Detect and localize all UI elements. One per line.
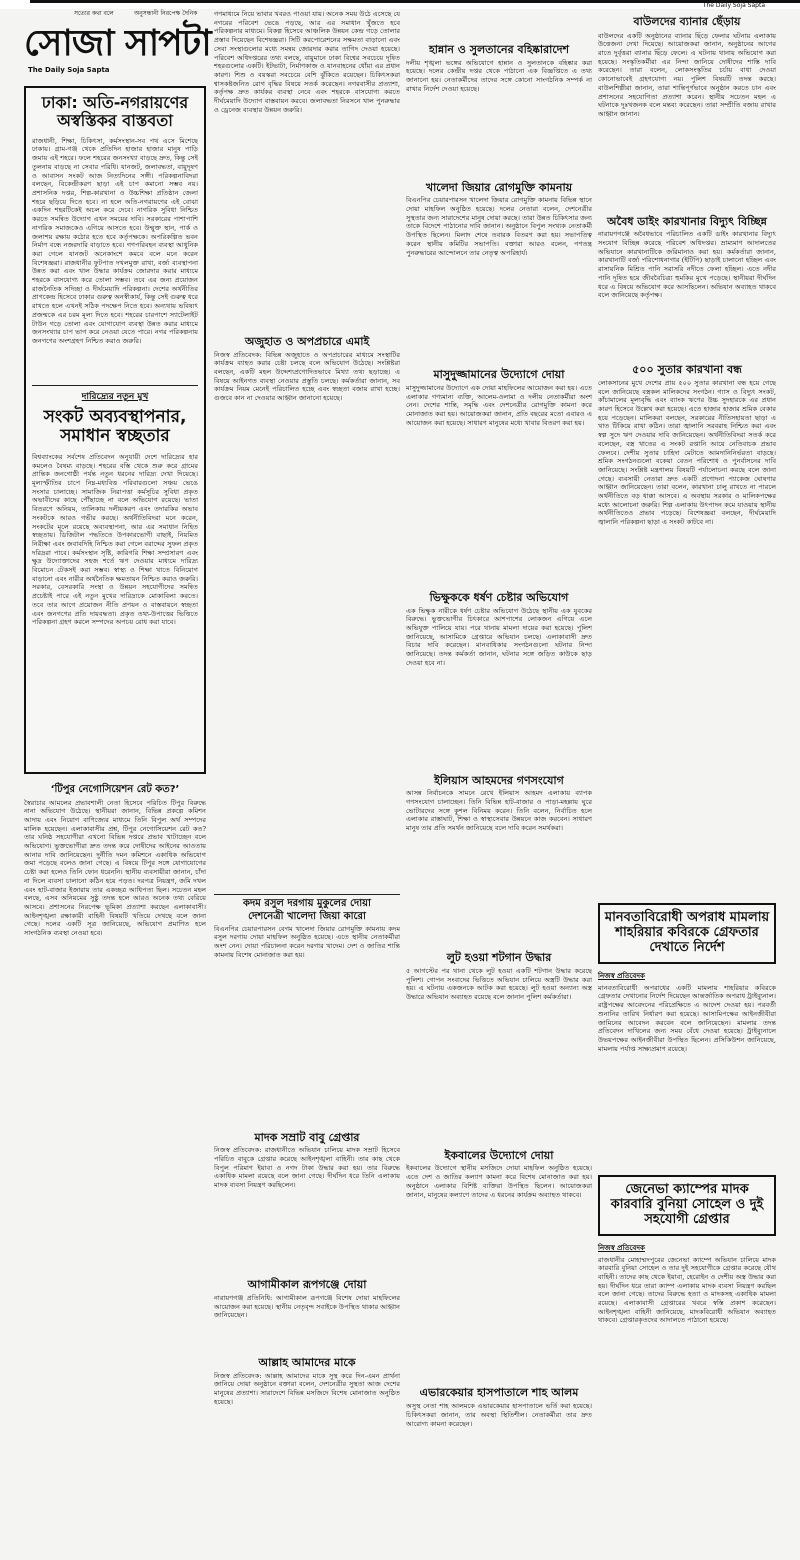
running-title: The Daily Soja Sapta — [702, 2, 765, 9]
divider — [32, 385, 198, 386]
ikbal-headline: ইকবালের উদ্যোগে দোয়া — [444, 1148, 554, 1162]
slogan-left: সত্যের কথা বলে — [74, 10, 114, 17]
manobota-headline: মানবতাবিরোধী অপরাধ মামলায় শাহরিয়ার কবিরকে গ্রেফতার দেখাতে নির্দেশ — [604, 909, 770, 955]
geneva-article: রাজধানীর মোহাম্মদপুরের জেনেভা ক্যাম্পে অভিযান চালিয়ে মাদক কারবারি বুনিয়া সোহেল ও তার দুই সহযোগীকে গ্রেপ্তার করেছে যৌথ বাহিনী। তাদের কাছ থেকে ইয়াবা, হেরোইন ও দেশীয় অস্ত্র উদ্ধার করা হয়। দীর্ঘদিন ধরে তারা ক্যাম্প এলাকায় মাদক ব্যবসা নিয়ন্ত্রণ করছিল বলে জানা গেছে। তাদের বিরুদ্ধে হত্যা ও মাদকসহ একাধিক মামলা রয়েছে। এলাকাবাসী গ্রেপ্তারের খবরে স্বস্তি প্রকাশ করেছেন। আইনশৃঙ্খলা বাহিনী জানিয়েছে, মাদকবিরোধী অভিযান অব্যাহত থাকবে। গ্রেপ্তারকৃতদের আদালতে পাঠানো হয়েছে। — [598, 1255, 776, 1325]
hannan-headline: হান্নান ও সুলতানের বহিষ্কারাদেশ — [428, 43, 570, 56]
column-2 — [214, 10, 400, 1555]
poverty-headline: সংকট অব্যবস্থাপনার, সমাধান স্বচ্ছতার — [43, 406, 187, 447]
hannan-article: দলীয় শৃঙ্খলা ভঙ্গের অভিযোগে হান্নান ও সুলতানকে বহিষ্কার করা হয়েছে। দলের কেন্দ্রীয় দপ্তর থেকে পাঠানো এক বিজ্ঞপ্তিতে এ তথ্য জানানো হয়। নেতাকর্মীদের তাদের সঙ্গে কোনো সাংগঠনিক সম্পর্ক না রাখার নির্দেশ দেওয়া হয়েছে। — [406, 58, 592, 93]
agamikal-headline: আগামীকাল রূপগঞ্জে দোয়া — [247, 1278, 367, 1292]
masthead-subtitle: The Daily Soja Sapta — [28, 66, 110, 74]
byline: নিজস্ব প্রতিবেদক — [598, 970, 645, 980]
geneva-headline: জেনেভা ক্যাম্পের মাদক কারবারি বুনিয়া সোহেল ও দুই সহযোগী গ্রেপ্তার — [610, 1181, 764, 1227]
baul-article: বাউলদের একটি অনুষ্ঠানের ব্যানার ছিঁড়ে ফেলার ঘটনায় এলাকায় উত্তেজনা দেখা দিয়েছে। আয়োজকরা জানান, অনুষ্ঠানের আগের রাতে দুর্বৃত্তরা ব্যানার ছিঁড়ে ফেলে। এ ঘটনায় থানায় অভিযোগ করা হয়েছে। সংস্কৃতিকর্মীরা এর নিন্দা জানিয়ে দোষীদের শাস্তি দাবি করেছেন। তারা বলেন, লোকসংস্কৃতির চর্চায় বাধা দেওয়া কোনোভাবেই গ্রহণযোগ্য নয়। পুলিশ বিষয়টি তদন্ত করছে। বাউলশিল্পীরা জানান, তারা শান্তিপূর্ণভাবে অনুষ্ঠান করতে চান এবং প্রশাসনের সহযোগিতা প্রত্যাশা করেন। স্থানীয় সচেতন মহল এ ঘটনাকে দুঃখজনক বলে মন্তব্য করেছেন। তারা সম্প্রীতি বজায় রাখার আহ্বান জানান। — [598, 31, 776, 118]
allah-article: নিজস্ব প্রতিবেদক: আল্লাহ আমাদের মাকে সুস্থ করে দিন-এমন প্রার্থনা জানিয়ে দোয়া অনুষ্ঠানে বক্তারা বলেন, দেশনেত্রীর সুস্থতা আজ দেশের মানুষের প্রত্যাশা। সারাদেশে বিভিন্ন মসজিদে বিশেষ মোনাজাত অনুষ্ঠিত হয়েছে। — [214, 1371, 400, 1406]
lut-article: ৫ আগস্টের পর থানা থেকে লুট হওয়া একটি শটগান উদ্ধার করেছে পুলিশ। গোপন সংবাদের ভিত্তিতে অভিযান চালিয়ে অস্ত্রটি উদ্ধার করা হয়। এ ঘটনায় একজনকে আটক করা হয়েছে। লুট হওয়া অন্যান্য অস্ত্র উদ্ধারে অভিযান অব্যাহত রয়েছে বলে জানান পুলিশ কর্মকর্তারা। — [406, 966, 592, 1001]
ojuhat-headline: অজুহাত ও অপপ্রচারে এমাই — [244, 335, 370, 348]
ilias-article: আসন্ন নির্বাচনকে সামনে রেখে ইলিয়াস আহমদ এলাকায় ব্যাপক গণসংযোগ চালাচ্ছেন। তিনি বিভিন্ন হাট-বাজার ও পাড়া-মহল্লায় ঘুরে ভোটারদের সঙ্গে কুশল বিনিময় করেন। তিনি বলেন, নির্বাচিত হলে এলাকার রাস্তাঘাট, শিক্ষা ও স্বাস্থ্যসেবার উন্নয়নে কাজ করবেন। সাধারণ মানুষ তার প্রতি সমর্থন জানিয়েছে বলে দাবি করেন সমর্থকরা। — [406, 789, 592, 833]
agamikal-article: নারায়ণগঞ্জ প্রতিনিধি: আগামীকাল রূপগঞ্জে বিশেষ দোয়া মাহফিলের আয়োজন করা হয়েছে। স্থানীয় নেতৃবৃন্দ সবাইকে উপস্থিত থাকার আহ্বান জানিয়েছেন। — [214, 1293, 400, 1320]
manobota-article: মানবতাবিরোধী অপরাধের একটি মামলায় শাহরিয়ার কবিরকে গ্রেফতার দেখানোর নির্দেশ দিয়েছেন আন্তর্জাতিক অপরাধ ট্রাইব্যুনাল। রাষ্ট্রপক্ষের আবেদনের পরিপ্রেক্ষিতে এ আদেশ দেওয়া হয়। পরবর্তী শুনানির তারিখ নির্ধারণ করা হয়েছে। আসামিপক্ষের আইনজীবীরা জামিনের আবেদন করবেন বলে জানিয়েছেন। মামলার তদন্ত প্রতিবেদন দাখিলের জন্য সময় বেঁধে দেওয়া হয়েছে। ট্রাইব্যুনালে উভয়পক্ষের আইনজীবীরা উপস্থিত ছিলেন। প্রসিকিউশন জানিয়েছে, মামলায় পর্যাপ্ত সাক্ষ্যপ্রমাণ রয়েছে। — [598, 983, 776, 1053]
dhaka-article: রাজধানী, শিক্ষা, চিকিৎসা, কর্মসংস্থান-সব পথ এসে মিশেছে ঢাকায়। গ্রাম-গঞ্জ থেকে প্রতিদিন হাজার হাজার মানুষ পাড়ি জমায় এই শহরে। ফলে শহরের জনসংখ্যা বাড়ছে দ্রুত, কিন্তু সেই তুলনায় বাড়ছে না সেবার পরিধি। যানজট, জলাবদ্ধতা, বায়ুদূষণ ও আবাসন সংকট আজ নিত্যদিনের সঙ্গী। পরিকল্পনাবিদরা বলছেন, বিকেন্দ্রীকরণ ছাড়া এই চাপ কমানো সম্ভব নয়। প্রশাসনিক দপ্তর, শিল্প-কারখানা ও উচ্চশিক্ষা প্রতিষ্ঠান জেলা শহরে ছড়িয়ে দিতে হবে। না হলে অতি-নগরায়ণের এই বোঝা একদিন শহরটিকেই অচল করে দেবে। নাগরিক সুবিধা নিশ্চিত করতে সমন্বিত উদ্যোগ এখন সময়ের দাবি। সরকারের পাশাপাশি নাগরিক সমাজকেও এগিয়ে আসতে হবে। উন্মুক্ত স্থান, পার্ক ও জলাশয় রক্ষায় কঠোর হতে হবে কর্তৃপক্ষকে। অপরিকল্পিত ভবন নির্মাণ বন্ধে নজরদারি বাড়াতে হবে। গণপরিবহন ব্যবস্থা আধুনিক করা গেলে যানজট অনেকাংশে কমবে বলে মনে করেন বিশেষজ্ঞরা। রাজধানীর ফুটপাত দখলমুক্ত রাখা, বর্জ্য ব্যবস্থাপনা উন্নত করা এবং খাল উদ্ধার কার্যক্রম জোরদার করার মাধ্যমে শহরকে বাসযোগ্য করে তোলা সম্ভব। তবে এর জন্য প্রয়োজন রাজনৈতিক সদিচ্ছা ও দীর্ঘমেয়াদি পরিকল্পনা। দেশের অর্থনীতির প্রাণকেন্দ্র হিসেবে ঢাকার গুরুত্ব অনস্বীকার্য, কিন্তু সেই গুরুত্ব ধরে রাখতে হলে এখনই সঠিক পদক্ষেপ নিতে হবে। অন্যথায় ভবিষ্যৎ প্রজন্মকে এর চরম মূল্য দিতে হবে। শহরের চারপাশে স্যাটেলাইট টাউন গড়ে তোলা এবং যোগাযোগ ব্যবস্থা উন্নত করার মাধ্যমে জনসংখ্যার চাপ ভাগ করে নেওয়া যেতে পারে। নগর পরিকল্পনায় জনগণের অংশগ্রহণ নিশ্চিত করাও জরুরি। — [32, 136, 198, 345]
ikbal-article: ইকবালের উদ্যোগে স্থানীয় মসজিদে দোয়া মাহফিল অনুষ্ঠিত হয়েছে। এতে দেশ ও জাতির কল্যাণ কামনা করে বিশেষ মোনাজাত করা হয়। অনুষ্ঠানে এলাকার বিশিষ্ট ব্যক্তিরা উপস্থিত ছিলেন। আয়োজকরা জানান, মানুষের কল্যাণে তাদের এ ধরনের কার্যক্রম অব্যাহত থাকবে। — [406, 1164, 592, 1199]
deshnetri-headline: দেশনেত্রী খালেদা জিয়া কারো — [248, 911, 366, 923]
allah-headline: আল্লাহ আমাদের মাকে — [258, 1355, 356, 1369]
suta-article: লোকসানের মুখে দেশের প্রায় ৫০০ সুতার কারখানা বন্ধ হয়ে গেছে বলে জানিয়েছে বস্ত্রকল মালিকদের সংগঠন। গ্যাস ও বিদ্যুৎ সংকট, কাঁচামালের মূল্যবৃদ্ধি এবং ব্যাংক ঋণের উচ্চ সুদহারকে এর প্রধান কারণ হিসেবে উল্লেখ করা হয়েছে। এতে হাজার হাজার শ্রমিক বেকার হয়ে পড়েছেন। মালিকরা বলছেন, সরকারের নীতিসহায়তা ছাড়া এ খাত টিকিয়ে রাখা কঠিন। তারা জ্বালানি সরবরাহ নিশ্চিত করা এবং স্বল্প সুদে ঋণ দেওয়ার দাবি জানিয়েছেন। অর্থনীতিবিদরা সতর্ক করে বলেছেন, বস্ত্র খাতের এ সংকট রপ্তানি আয়ে নেতিবাচক প্রভাব ফেলবে। দেশীয় সুতার চাহিদা মেটাতে আমদানিনির্ভরতা বাড়ছে। শ্রমিক সংগঠনগুলো বকেয়া বেতন পরিশোধ ও পুনর্বাসনের দাবি জানিয়েছে। সংশ্লিষ্ট মন্ত্রণালয় বিষয়টি পর্যালোচনা করছে বলে জানা গেছে। ব্যবসায়ী নেতারা দ্রুত একটি প্রণোদনা প্যাকেজ ঘোষণার আহ্বান জানিয়েছেন। তারা বলেন, কারখানা চালু রাখতে না পারলে অর্থনীতিতে বড় ধাক্কা আসবে। এ অবস্থায় সরকার ও মালিকপক্ষের মধ্যে আলোচনা জরুরি। শিল্প এলাকায় উৎপাদন কমে যাওয়ায় স্থানীয় অর্থনীতিতেও প্রভাব পড়েছে। বিশেষজ্ঞরা বলছেন, দীর্ঘমেয়াদি জ্বালানি পরিকল্পনা ছাড়া এ সংকট কাটবে না। — [598, 378, 776, 527]
top-rule — [30, 0, 800, 3]
vikkhuk-headline: ভিক্ষুককে ধর্ষণ চেষ্টার অভিযোগ — [429, 590, 569, 604]
evercare-headline: এভারকেয়ার হাসপাতালে শাহ আলম — [419, 1386, 579, 1400]
geneva-box — [598, 1175, 776, 1236]
tipu-headline: ‘টিপুর নেগোসিয়েশন রেট কত?’ — [50, 784, 180, 795]
tipu-story — [24, 784, 206, 1554]
ojuhat-article: নিজস্ব প্রতিবেদক: বিভিন্ন অজুহাতে ও অপপ্রচারের মাধ্যমে সংস্থাটির কার্যক্রম ব্যাহত করার চেষ্টা চলছে বলে অভিযোগ উঠেছে। সংশ্লিষ্টরা বলছেন, একটি মহল উদ্দেশ্যপ্রণোদিতভাবে মিথ্যা তথ্য ছড়াচ্ছে। এ বিষয়ে আইনগত ব্যবস্থা নেওয়ার প্রস্তুতি চলছে। কর্মকর্তারা জানান, সব কার্যক্রম নিয়ম মেনেই পরিচালিত হচ্ছে এবং স্বচ্ছতা বজায় রাখা হচ্ছে। গুজবে কান না দেওয়ার আহ্বান জানানো হয়েছে। — [214, 350, 400, 403]
col2-lead-article: গণমাধ্যমে নিয়ে ভাবার খবরও পাওয়া যায়। অনেক সময় উঠে এসেছে যে নগরের পরিবেশ ভেঙে পড়ছে, আর এর সমাধান খুঁজতে হবে পরিকল্পনার মাধ্যমে। বিকল্প হিসেবে আঞ্চলিক উন্নয়ন কেন্দ্র গড়ে তোলার প্রস্তাব দিয়েছেন বিশেষজ্ঞরা। সিটি করপোরেশনের সক্ষমতা বাড়ানো এবং সেবা সংস্থাগুলোর মধ্যে সমন্বয় জোরদার করার তাগিদ দেওয়া হয়েছে। পরিবেশ অধিদপ্তরের তথ্য বলছে, বায়ুমানে ঢাকা বিশ্বের সবচেয়ে দূষিত শহরগুলোর একটি। ইটভাটা, নির্মাণকাজ ও যানবাহনের ধোঁয়া এর প্রধান কারণ। শিশু ও বয়স্করা সবচেয়ে বেশি ঝুঁকিতে রয়েছেন। চিকিৎসকরা শ্বাসকষ্টজনিত রোগ বৃদ্ধির বিষয়ে সতর্ক করেছেন। নগরবাসীর প্রত্যাশা, কর্তৃপক্ষ দ্রুত কার্যকর ব্যবস্থা নেবে এবং শহরকে বাসযোগ্য করতে দীর্ঘমেয়াদি উদ্যোগ বাস্তবায়ন করবে। জলাবদ্ধতা নিরসনে খাল পুনরুদ্ধার ও ড্রেনেজ ব্যবস্থার উন্নয়ন জরুরি। — [214, 10, 400, 114]
feature-box — [24, 86, 206, 774]
khaleda-article: বিএনপির চেয়ারপারসন খালেদা জিয়ার রোগমুক্তি কামনায় বিভিন্ন স্থানে দোয়া মাহফিল অনুষ্ঠিত হয়েছে। দলের নেতারা বলেন, দেশনেত্রীর সুস্থতার জন্য সারাদেশের মানুষ দোয়া করছে। তারা উন্নত চিকিৎসার জন্য তাকে বিদেশে পাঠানোর দাবি জানান। অনুষ্ঠানে বিপুল সংখ্যক নেতাকর্মী উপস্থিত ছিলেন। মিলাদ শেষে তবারক বিতরণ করা হয়। সভাপতিত্ব করেন স্থানীয় কমিটির সভাপতি। বক্তারা আরও বলেন, গণতন্ত্র পুনরুদ্ধারের আন্দোলনে তার নেতৃত্ব অপরিহার্য। — [406, 196, 592, 257]
masud-article: মাসুদুজ্জামানের উদ্যোগে এক দোয়া মাহফিলের আয়োজন করা হয়। এতে এলাকার গণ্যমান্য ব্যক্তি, আলেম-ওলামা ও দলীয় নেতাকর্মীরা অংশ নেন। দেশের শান্তি, সমৃদ্ধি এবং দেশনেত্রীর রোগমুক্তি কামনা করে মোনাজাত করা হয়। আয়োজকরা জানান, প্রতি বছরের মতো এবারও এ আয়োজন করা হয়েছে। সাধারণ মানুষের মধ্যে খাবার বিতরণ করা হয়। — [406, 383, 592, 427]
lut-headline: লুট হওয়া শটগান উদ্ধার — [446, 951, 552, 965]
madak-article: নিজস্ব প্রতিবেদক: রাজধানীতে অভিযান চালিয়ে মাদক সম্রাট হিসেবে পরিচিত বাবুকে গ্রেপ্তার করেছে আইনশৃঙ্খলা বাহিনী। তার কাছ থেকে বিপুল পরিমাণ ইয়াবা ও নগদ টাকা উদ্ধার করা হয়। তার বিরুদ্ধে একাধিক মামলা রয়েছে বলে জানা গেছে। দীর্ঘদিন ধরে তিনি এলাকায় মাদক ব্যবসা নিয়ন্ত্রণ করছিলেন। — [214, 1146, 400, 1190]
tipu-article: স্বৈরাচার আমলের প্রভাবশালী নেতা হিসেবে পরিচিত টিপুর বিরুদ্ধে নানা অভিযোগ উঠেছে। স্থানীয়রা জানান, বিভিন্ন প্রকল্পে কমিশন আদায় এবং নিয়োগ বাণিজ্যের মাধ্যমে তিনি বিপুল অর্থ সম্পদের মালিক হয়েছেন। এলাকাবাসীর প্রশ্ন, টিপুর নেগোসিয়েশন রেট কত? তার ঘনিষ্ঠ সহযোগীরা এখনো বিভিন্ন দপ্তরে প্রভাব খাটাচ্ছেন বলে অভিযোগ। ভুক্তভোগীরা দ্রুত তদন্ত করে দোষীদের আইনের আওতায় আনার দাবি জানিয়েছেন। দুর্নীতি দমন কমিশনে একাধিক অভিযোগ জমা পড়েছে বলেও জানা গেছে। এ বিষয়ে টিপুর সঙ্গে যোগাযোগের চেষ্টা করা হলেও তিনি ফোন ধরেননি। স্থানীয় ব্যবসায়ীরা জানান, চাঁদা না দিলে ব্যবসা চালানো কঠিন হয়ে পড়ত। দরপত্র নিয়ন্ত্রণ, জমি দখল এবং হাট-বাজার ইজারায় তার একচ্ছত্র আধিপত্য ছিল। সচেতন মহল বলছে, এসব অনিয়মের সুষ্ঠু তদন্ত হলে আরও অনেক তথ্য বেরিয়ে আসবে। প্রশাসনের নিরপেক্ষ ভূমিকা প্রত্যাশা করছেন এলাকাবাসী। আইনশৃঙ্খলা রক্ষাকারী বাহিনী বিষয়টি খতিয়ে দেখছে বলে জানা গেছে। দলের একটি সূত্র জানিয়েছে, অভিযোগ প্রমাণিত হলে সাংগঠনিক ব্যবস্থা নেওয়া হবে। — [24, 798, 206, 938]
column-4 — [598, 10, 776, 1555]
dyeing-article: নারায়ণগঞ্জে অবৈধভাবে পরিচালিত একটি ডাইং কারখানার বিদ্যুৎ সংযোগ বিচ্ছিন্ন করেছে পরিবেশ অধিদপ্তর। ভ্রাম্যমাণ আদালতের অভিযানে কারখানাটিকে জরিমানাও করা হয়। কর্মকর্তারা জানান, কারখানাটি বর্জ্য পরিশোধনাগার (ইটিপি) ছাড়াই চালানো হচ্ছিল এবং রাসায়নিক মিশ্রিত পানি সরাসরি নদীতে ফেলা হচ্ছিল। এতে নদীর পানি দূষিত হয়ে জীববৈচিত্র্য হুমকির মুখে পড়েছে। স্থানীয়রা দীর্ঘদিন ধরে এ বিষয়ে অভিযোগ করে আসছিলেন। অভিযান অব্যাহত থাকবে বলে জানিয়েছে কর্তৃপক্ষ। — [598, 230, 776, 300]
masthead — [24, 8, 211, 76]
dua-article: বিএনপির চেয়ারপারসন বেগম খালেদা জিয়ার রোগমুক্তি কামনায় কদম রসুল দরগায় দোয়া মাহফিল অনুষ্ঠিত হয়েছে। এতে স্থানীয় নেতাকর্মীরা অংশ নেন। দোয়া পরিচালনা করেন দরগার খাদেম। দেশ ও জাতির শান্তি কামনায় বিশেষ মোনাজাত করা হয়। — [214, 924, 400, 959]
evercare-article: অসুস্থ নেতা শাহ আলমকে এভারকেয়ার হাসপাতালে ভর্তি করা হয়েছে। চিকিৎসকরা জানান, তার অবস্থা স্থিতিশীল। নেতাকর্মীরা তার দ্রুত আরোগ্য কামনা করেছেন। — [406, 1402, 592, 1428]
divider — [214, 894, 400, 895]
manobota-box — [598, 903, 776, 964]
suta-headline: ৫০০ সুতার কারখানা বন্ধ — [632, 363, 742, 377]
baul-headline: বাউলদের ব্যানার ছেঁড়ায় — [633, 15, 741, 28]
slogan-right: অনুসন্ধানী নিরপেক্ষ দৈনিক — [134, 10, 198, 17]
madak-headline: মাদক সম্রাট বাবু গ্রেপ্তার — [254, 1130, 360, 1144]
poverty-article: বিশ্বব্যাংকের সর্বশেষ প্রতিবেদন অনুযায়ী দেশে দারিদ্র্যের হার কমলেও বৈষম্য বাড়ছে। শহরের বস্তি থেকে শুরু করে গ্রামের প্রান্তিক জনগোষ্ঠী পর্যন্ত নতুন ধরনের দারিদ্র্য দেখা দিয়েছে। মূল্যস্ফীতির চাপে নিম্ন-মধ্যবিত্ত পরিবারগুলো সঞ্চয় ভেঙে সংসার চালাচ্ছে। সামাজিক নিরাপত্তা কর্মসূচির সুবিধা প্রকৃত অভাবীদের কাছে পৌঁছাচ্ছে না বলে অভিযোগ রয়েছে। ভাতা বিতরণে অনিয়ম, তালিকায় দলীয়করণ এবং তদারকির অভাব সংকটকে আরও গভীর করছে। অর্থনীতিবিদরা মনে করেন, সংকটের মূলে রয়েছে অব্যবস্থাপনা, আর এর সমাধান নিহিত স্বচ্ছতায়। ডিজিটাল পদ্ধতিতে উপকারভোগী বাছাই, নিয়মিত নিরীক্ষা এবং জবাবদিহি নিশ্চিত করা গেলে বরাদ্দের সুফল প্রকৃত দরিদ্ররা পাবে। কর্মসংস্থান সৃষ্টি, কারিগরি শিক্ষা সম্প্রসারণ এবং ক্ষুদ্র উদ্যোক্তাদের সহজ শর্তে ঋণ দেওয়ার মাধ্যমে দারিদ্র্য বিমোচন টেকসই করা সম্ভব। স্বাস্থ্য ও শিক্ষা খাতে বিনিয়োগ বাড়ানো এবং নারীর অর্থনৈতিক ক্ষমতায়ন নিশ্চিত করাও জরুরি। সরকার, বেসরকারি সংস্থা ও উন্নয়ন সহযোগীদের সমন্বিত প্রচেষ্টাই পারে এই নতুন মুখের দারিদ্র্যকে মোকাবিলা করতে। তবে তার আগে প্রয়োজন নীতি প্রণয়ন ও বাস্তবায়নে স্বচ্ছতা এবং জনগণের প্রতি দায়বদ্ধতা। প্রকৃত তথ্য-উপাত্তের ভিত্তিতে পরিকল্পনা গ্রহণ করলে সম্পদের অপচয় রোধ করা যাবে। — [32, 452, 198, 627]
dua-headline: কদম রসুল দরগায় মুকুলের দোয়া — [243, 897, 371, 909]
column-3 — [406, 10, 592, 1555]
poverty-kicker: দারিদ্র্যের নতুন মুখ — [81, 391, 149, 402]
ilias-headline: ইলিয়াস আহমদের গণসংযোগ — [434, 773, 564, 787]
vikkhuk-article: এক ভিক্ষুক নারীকে ধর্ষণ চেষ্টার অভিযোগ উঠেছে স্থানীয় এক যুবকের বিরুদ্ধে। ভুক্তভোগীর চিৎকারে আশপাশের লোকজন এগিয়ে এলে অভিযুক্ত পালিয়ে যায়। পরে থানায় মামলা দায়ের করা হয়েছে। পুলিশ জানিয়েছে, আসামিকে গ্রেপ্তারে অভিযান চলছে। এলাকাবাসী দ্রুত বিচার দাবি করেছেন। মানবাধিকার সংগঠনগুলো ঘটনার নিন্দা জানিয়েছে। তদন্ত কর্মকর্তা জানান, ঘটনার সঙ্গে জড়িত কাউকে ছাড় দেওয়া হবে না। — [406, 606, 592, 667]
masthead-title: সোজা সাপটা — [24, 23, 211, 64]
byline: নিজস্ব প্রতিবেদক — [598, 1242, 645, 1252]
khaleda-headline: খালেদা জিয়ার রোগমুক্তি কামনায় — [425, 180, 573, 194]
dyeing-headline: অবৈধ ডাইং কারখানার বিদ্যুৎ বিচ্ছিন্ন — [607, 214, 767, 228]
masud-headline: মাসুদুজ্জামানের উদ্যোগে দোয়া — [433, 368, 565, 382]
dhaka-headline: ঢাকা: অতি-নগরায়ণের অস্বস্তিকর বাস্তবতা — [41, 93, 189, 131]
